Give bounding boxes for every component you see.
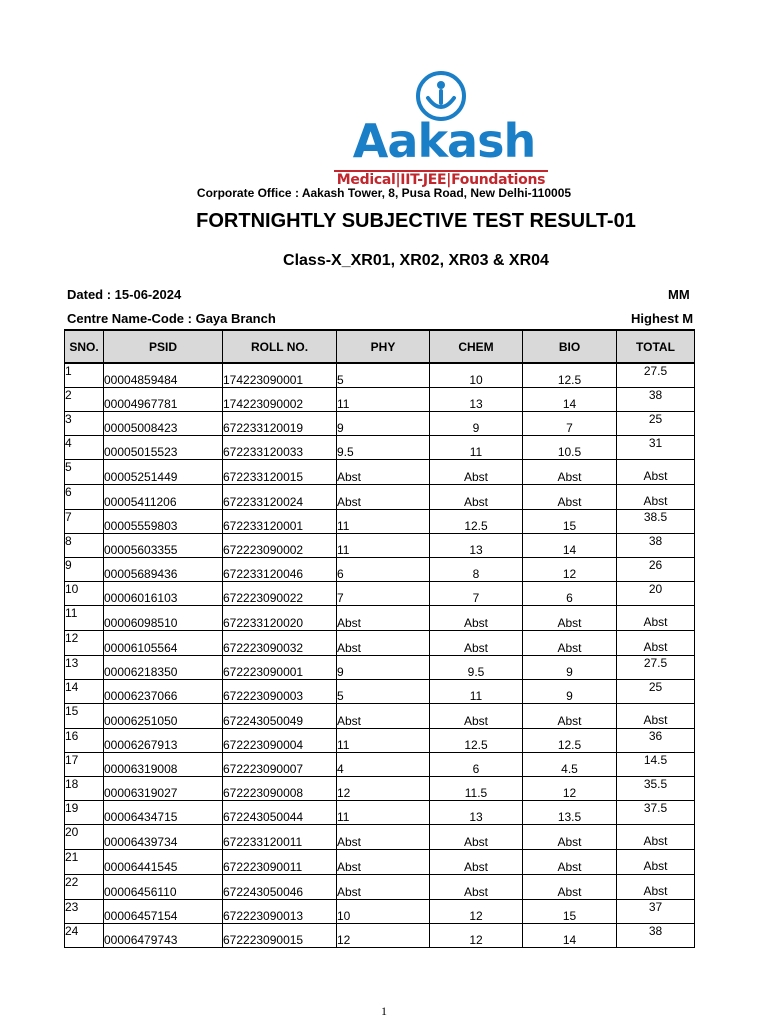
psid-cell: 00006319008 bbox=[104, 753, 223, 777]
total-cell: 27.5 bbox=[617, 363, 695, 388]
psid-cell: 00006457154 bbox=[104, 900, 223, 924]
bio-cell: Abst bbox=[523, 704, 617, 729]
roll-no-cell: 672223090022 bbox=[223, 582, 337, 606]
chem-cell: 9.5 bbox=[430, 656, 523, 680]
table-row bbox=[65, 753, 695, 777]
phy-cell: Abst bbox=[337, 606, 430, 631]
sno-cell: 3 bbox=[65, 412, 104, 436]
dated-label: Dated : 15-06-2024 bbox=[67, 287, 182, 302]
column-header-bio: BIO bbox=[523, 330, 617, 363]
phy-cell: 4 bbox=[337, 753, 430, 777]
roll-no-cell: 672243050049 bbox=[223, 704, 337, 729]
total-cell: 38 bbox=[617, 924, 695, 948]
roll-no-cell: 174223090002 bbox=[223, 388, 337, 412]
phy-cell: 9.5 bbox=[337, 436, 430, 460]
phy-cell: Abst bbox=[337, 485, 430, 510]
bio-cell: Abst bbox=[523, 631, 617, 656]
bio-cell: Abst bbox=[523, 485, 617, 510]
chem-cell: 11 bbox=[430, 680, 523, 704]
brand-name: Aakash bbox=[352, 114, 536, 168]
class-batches: Class-X_XR01, XR02, XR03 & XR04 bbox=[283, 252, 549, 269]
psid-cell: 00006479743 bbox=[104, 924, 223, 948]
total-cell: Abst bbox=[617, 485, 695, 510]
roll-no-cell: 672223090003 bbox=[223, 680, 337, 704]
total-cell: 35.5 bbox=[617, 777, 695, 801]
bio-cell: 12 bbox=[523, 558, 617, 582]
bio-cell: 14 bbox=[523, 388, 617, 412]
sno-cell: 10 bbox=[65, 582, 104, 606]
table-row bbox=[65, 363, 695, 388]
phy-cell: Abst bbox=[337, 825, 430, 850]
bio-cell: 14 bbox=[523, 534, 617, 558]
bio-cell: 12.5 bbox=[523, 363, 617, 388]
roll-no-cell: 672243050046 bbox=[223, 875, 337, 900]
bio-cell: 15 bbox=[523, 900, 617, 924]
chem-cell: 13 bbox=[430, 388, 523, 412]
chem-cell: 8 bbox=[430, 558, 523, 582]
phy-cell: 5 bbox=[337, 680, 430, 704]
table-row bbox=[65, 510, 695, 534]
bio-cell: Abst bbox=[523, 875, 617, 900]
total-cell: 26 bbox=[617, 558, 695, 582]
psid-cell: 00005411206 bbox=[104, 485, 223, 510]
chem-cell: 11.5 bbox=[430, 777, 523, 801]
results-table bbox=[64, 329, 695, 948]
total-cell: 38 bbox=[617, 388, 695, 412]
phy-cell: 11 bbox=[337, 801, 430, 825]
phy-cell: 7 bbox=[337, 582, 430, 606]
roll-no-cell: 672233120015 bbox=[223, 460, 337, 485]
column-header-psid: PSID bbox=[104, 330, 223, 363]
psid-cell: 00006456110 bbox=[104, 875, 223, 900]
chem-cell: 7 bbox=[430, 582, 523, 606]
chem-cell: 13 bbox=[430, 801, 523, 825]
phy-cell: 9 bbox=[337, 412, 430, 436]
total-cell: 38.5 bbox=[617, 510, 695, 534]
roll-no-cell: 672233120019 bbox=[223, 412, 337, 436]
sno-cell: 24 bbox=[65, 924, 104, 948]
chem-cell: 12 bbox=[430, 924, 523, 948]
sno-cell: 22 bbox=[65, 875, 104, 900]
roll-no-cell: 672233120001 bbox=[223, 510, 337, 534]
max-marks-label: MM bbox=[668, 287, 690, 302]
table-row bbox=[65, 631, 695, 656]
roll-no-cell: 672223090007 bbox=[223, 753, 337, 777]
sno-cell: 2 bbox=[65, 388, 104, 412]
table-row bbox=[65, 777, 695, 801]
sno-cell: 12 bbox=[65, 631, 104, 656]
roll-no-cell: 672223090002 bbox=[223, 534, 337, 558]
table-row bbox=[65, 825, 695, 850]
roll-no-cell: 672233120024 bbox=[223, 485, 337, 510]
table-row bbox=[65, 534, 695, 558]
chem-cell: 12 bbox=[430, 900, 523, 924]
table-row bbox=[65, 412, 695, 436]
psid-cell: 00006267913 bbox=[104, 729, 223, 753]
psid-cell: 00006251050 bbox=[104, 704, 223, 729]
chem-cell: Abst bbox=[430, 875, 523, 900]
table-row bbox=[65, 924, 695, 948]
psid-cell: 00006434715 bbox=[104, 801, 223, 825]
total-cell: Abst bbox=[617, 850, 695, 875]
sno-cell: 6 bbox=[65, 485, 104, 510]
bio-cell: 14 bbox=[523, 924, 617, 948]
bio-cell: Abst bbox=[523, 460, 617, 485]
page-number: 1 bbox=[381, 1004, 387, 1018]
sno-cell: 23 bbox=[65, 900, 104, 924]
total-cell: 36 bbox=[617, 729, 695, 753]
table-row bbox=[65, 558, 695, 582]
column-header-sno: SNO. bbox=[65, 330, 104, 363]
roll-no-cell: 672223090008 bbox=[223, 777, 337, 801]
total-cell: 25 bbox=[617, 680, 695, 704]
chem-cell: 12.5 bbox=[430, 729, 523, 753]
bio-cell: 12.5 bbox=[523, 729, 617, 753]
phy-cell: 11 bbox=[337, 534, 430, 558]
chem-cell: Abst bbox=[430, 631, 523, 656]
phy-cell: 12 bbox=[337, 777, 430, 801]
psid-cell: 00005015523 bbox=[104, 436, 223, 460]
chem-cell: Abst bbox=[430, 850, 523, 875]
phy-cell: 11 bbox=[337, 388, 430, 412]
sno-cell: 21 bbox=[65, 850, 104, 875]
bio-cell: Abst bbox=[523, 606, 617, 631]
table-row bbox=[65, 729, 695, 753]
roll-no-cell: 672223090011 bbox=[223, 850, 337, 875]
table-row bbox=[65, 436, 695, 460]
phy-cell: Abst bbox=[337, 875, 430, 900]
total-cell: Abst bbox=[617, 631, 695, 656]
psid-cell: 00006105564 bbox=[104, 631, 223, 656]
sno-cell: 16 bbox=[65, 729, 104, 753]
psid-cell: 00006218350 bbox=[104, 656, 223, 680]
document-title: FORTNIGHTLY SUBJECTIVE TEST RESULT-01 bbox=[196, 210, 636, 232]
total-cell: 37.5 bbox=[617, 801, 695, 825]
table-row bbox=[65, 606, 695, 631]
total-cell: 31 bbox=[617, 436, 695, 460]
total-cell: 37 bbox=[617, 900, 695, 924]
aakash-logo bbox=[330, 70, 550, 188]
total-cell: Abst bbox=[617, 460, 695, 485]
roll-no-cell: 672223090032 bbox=[223, 631, 337, 656]
table-row bbox=[65, 900, 695, 924]
table-row bbox=[65, 850, 695, 875]
sno-cell: 18 bbox=[65, 777, 104, 801]
psid-cell: 00006098510 bbox=[104, 606, 223, 631]
phy-cell: Abst bbox=[337, 460, 430, 485]
total-cell: 14.5 bbox=[617, 753, 695, 777]
centre-label: Centre Name-Code : Gaya Branch bbox=[67, 311, 276, 326]
psid-cell: 00006016103 bbox=[104, 582, 223, 606]
roll-no-cell: 672223090004 bbox=[223, 729, 337, 753]
chem-cell: Abst bbox=[430, 606, 523, 631]
bio-cell: 9 bbox=[523, 680, 617, 704]
phy-cell: Abst bbox=[337, 850, 430, 875]
phy-cell: 9 bbox=[337, 656, 430, 680]
total-cell: Abst bbox=[617, 606, 695, 631]
chem-cell: Abst bbox=[430, 825, 523, 850]
total-cell: Abst bbox=[617, 875, 695, 900]
roll-no-cell: 672233120046 bbox=[223, 558, 337, 582]
bio-cell: 12 bbox=[523, 777, 617, 801]
bio-cell: 6 bbox=[523, 582, 617, 606]
phy-cell: 12 bbox=[337, 924, 430, 948]
psid-cell: 00006237066 bbox=[104, 680, 223, 704]
phy-cell: 11 bbox=[337, 729, 430, 753]
bio-cell: 9 bbox=[523, 656, 617, 680]
bio-cell: 15 bbox=[523, 510, 617, 534]
sno-cell: 15 bbox=[65, 704, 104, 729]
sno-cell: 13 bbox=[65, 656, 104, 680]
chem-cell: 6 bbox=[430, 753, 523, 777]
phy-cell: 5 bbox=[337, 363, 430, 388]
chem-cell: 9 bbox=[430, 412, 523, 436]
table-row bbox=[65, 460, 695, 485]
psid-cell: 00004859484 bbox=[104, 363, 223, 388]
roll-no-cell: 672223090013 bbox=[223, 900, 337, 924]
sno-cell: 17 bbox=[65, 753, 104, 777]
chem-cell: 13 bbox=[430, 534, 523, 558]
roll-no-cell: 672233120011 bbox=[223, 825, 337, 850]
sno-cell: 8 bbox=[65, 534, 104, 558]
chem-cell: Abst bbox=[430, 485, 523, 510]
table-row bbox=[65, 875, 695, 900]
psid-cell: 00004967781 bbox=[104, 388, 223, 412]
psid-cell: 00005251449 bbox=[104, 460, 223, 485]
total-cell: 38 bbox=[617, 534, 695, 558]
sno-cell: 19 bbox=[65, 801, 104, 825]
psid-cell: 00006439734 bbox=[104, 825, 223, 850]
table-row bbox=[65, 704, 695, 729]
table-row bbox=[65, 656, 695, 680]
phy-cell: 11 bbox=[337, 510, 430, 534]
sno-cell: 14 bbox=[65, 680, 104, 704]
roll-no-cell: 174223090001 bbox=[223, 363, 337, 388]
phy-cell: 6 bbox=[337, 558, 430, 582]
sno-cell: 7 bbox=[65, 510, 104, 534]
table-row bbox=[65, 801, 695, 825]
total-cell: 25 bbox=[617, 412, 695, 436]
total-cell: Abst bbox=[617, 825, 695, 850]
sno-cell: 1 bbox=[65, 363, 104, 388]
phy-cell: Abst bbox=[337, 631, 430, 656]
bio-cell: 10.5 bbox=[523, 436, 617, 460]
corporate-office-address: Corporate Office : Aakash Tower, 8, Pusa Road, New Delhi-110005 bbox=[196, 186, 572, 200]
total-cell: 20 bbox=[617, 582, 695, 606]
bio-cell: Abst bbox=[523, 850, 617, 875]
sno-cell: 9 bbox=[65, 558, 104, 582]
sno-cell: 5 bbox=[65, 460, 104, 485]
table-row bbox=[65, 680, 695, 704]
phy-cell: Abst bbox=[337, 704, 430, 729]
chem-cell: Abst bbox=[430, 460, 523, 485]
chem-cell: 10 bbox=[430, 363, 523, 388]
roll-no-cell: 672223090001 bbox=[223, 656, 337, 680]
sno-cell: 11 bbox=[65, 606, 104, 631]
psid-cell: 00005559803 bbox=[104, 510, 223, 534]
roll-no-cell: 672243050044 bbox=[223, 801, 337, 825]
brand-tagline: Medical|IIT-JEE|Foundations bbox=[336, 172, 546, 188]
total-cell: Abst bbox=[617, 704, 695, 729]
chem-cell: 11 bbox=[430, 436, 523, 460]
roll-no-cell: 672233120020 bbox=[223, 606, 337, 631]
column-header-roll-no: ROLL NO. bbox=[223, 330, 337, 363]
table-row bbox=[65, 485, 695, 510]
psid-cell: 00005008423 bbox=[104, 412, 223, 436]
sno-cell: 20 bbox=[65, 825, 104, 850]
psid-cell: 00005689436 bbox=[104, 558, 223, 582]
psid-cell: 00005603355 bbox=[104, 534, 223, 558]
bio-cell: 7 bbox=[523, 412, 617, 436]
roll-no-cell: 672233120033 bbox=[223, 436, 337, 460]
column-header-chem: CHEM bbox=[430, 330, 523, 363]
table-row bbox=[65, 388, 695, 412]
table-row bbox=[65, 582, 695, 606]
highest-marks-label: Highest M bbox=[631, 311, 694, 326]
bio-cell: Abst bbox=[523, 825, 617, 850]
bio-cell: 13.5 bbox=[523, 801, 617, 825]
bio-cell: 4.5 bbox=[523, 753, 617, 777]
chem-cell: 12.5 bbox=[430, 510, 523, 534]
total-cell: 27.5 bbox=[617, 656, 695, 680]
table-body bbox=[65, 363, 695, 948]
psid-cell: 00006319027 bbox=[104, 777, 223, 801]
phy-cell: 10 bbox=[337, 900, 430, 924]
roll-no-cell: 672223090015 bbox=[223, 924, 337, 948]
psid-cell: 00006441545 bbox=[104, 850, 223, 875]
column-header-total: TOTAL bbox=[617, 330, 695, 363]
sno-cell: 4 bbox=[65, 436, 104, 460]
table-header-row bbox=[65, 330, 695, 363]
column-header-phy: PHY bbox=[337, 330, 430, 363]
chem-cell: Abst bbox=[430, 704, 523, 729]
